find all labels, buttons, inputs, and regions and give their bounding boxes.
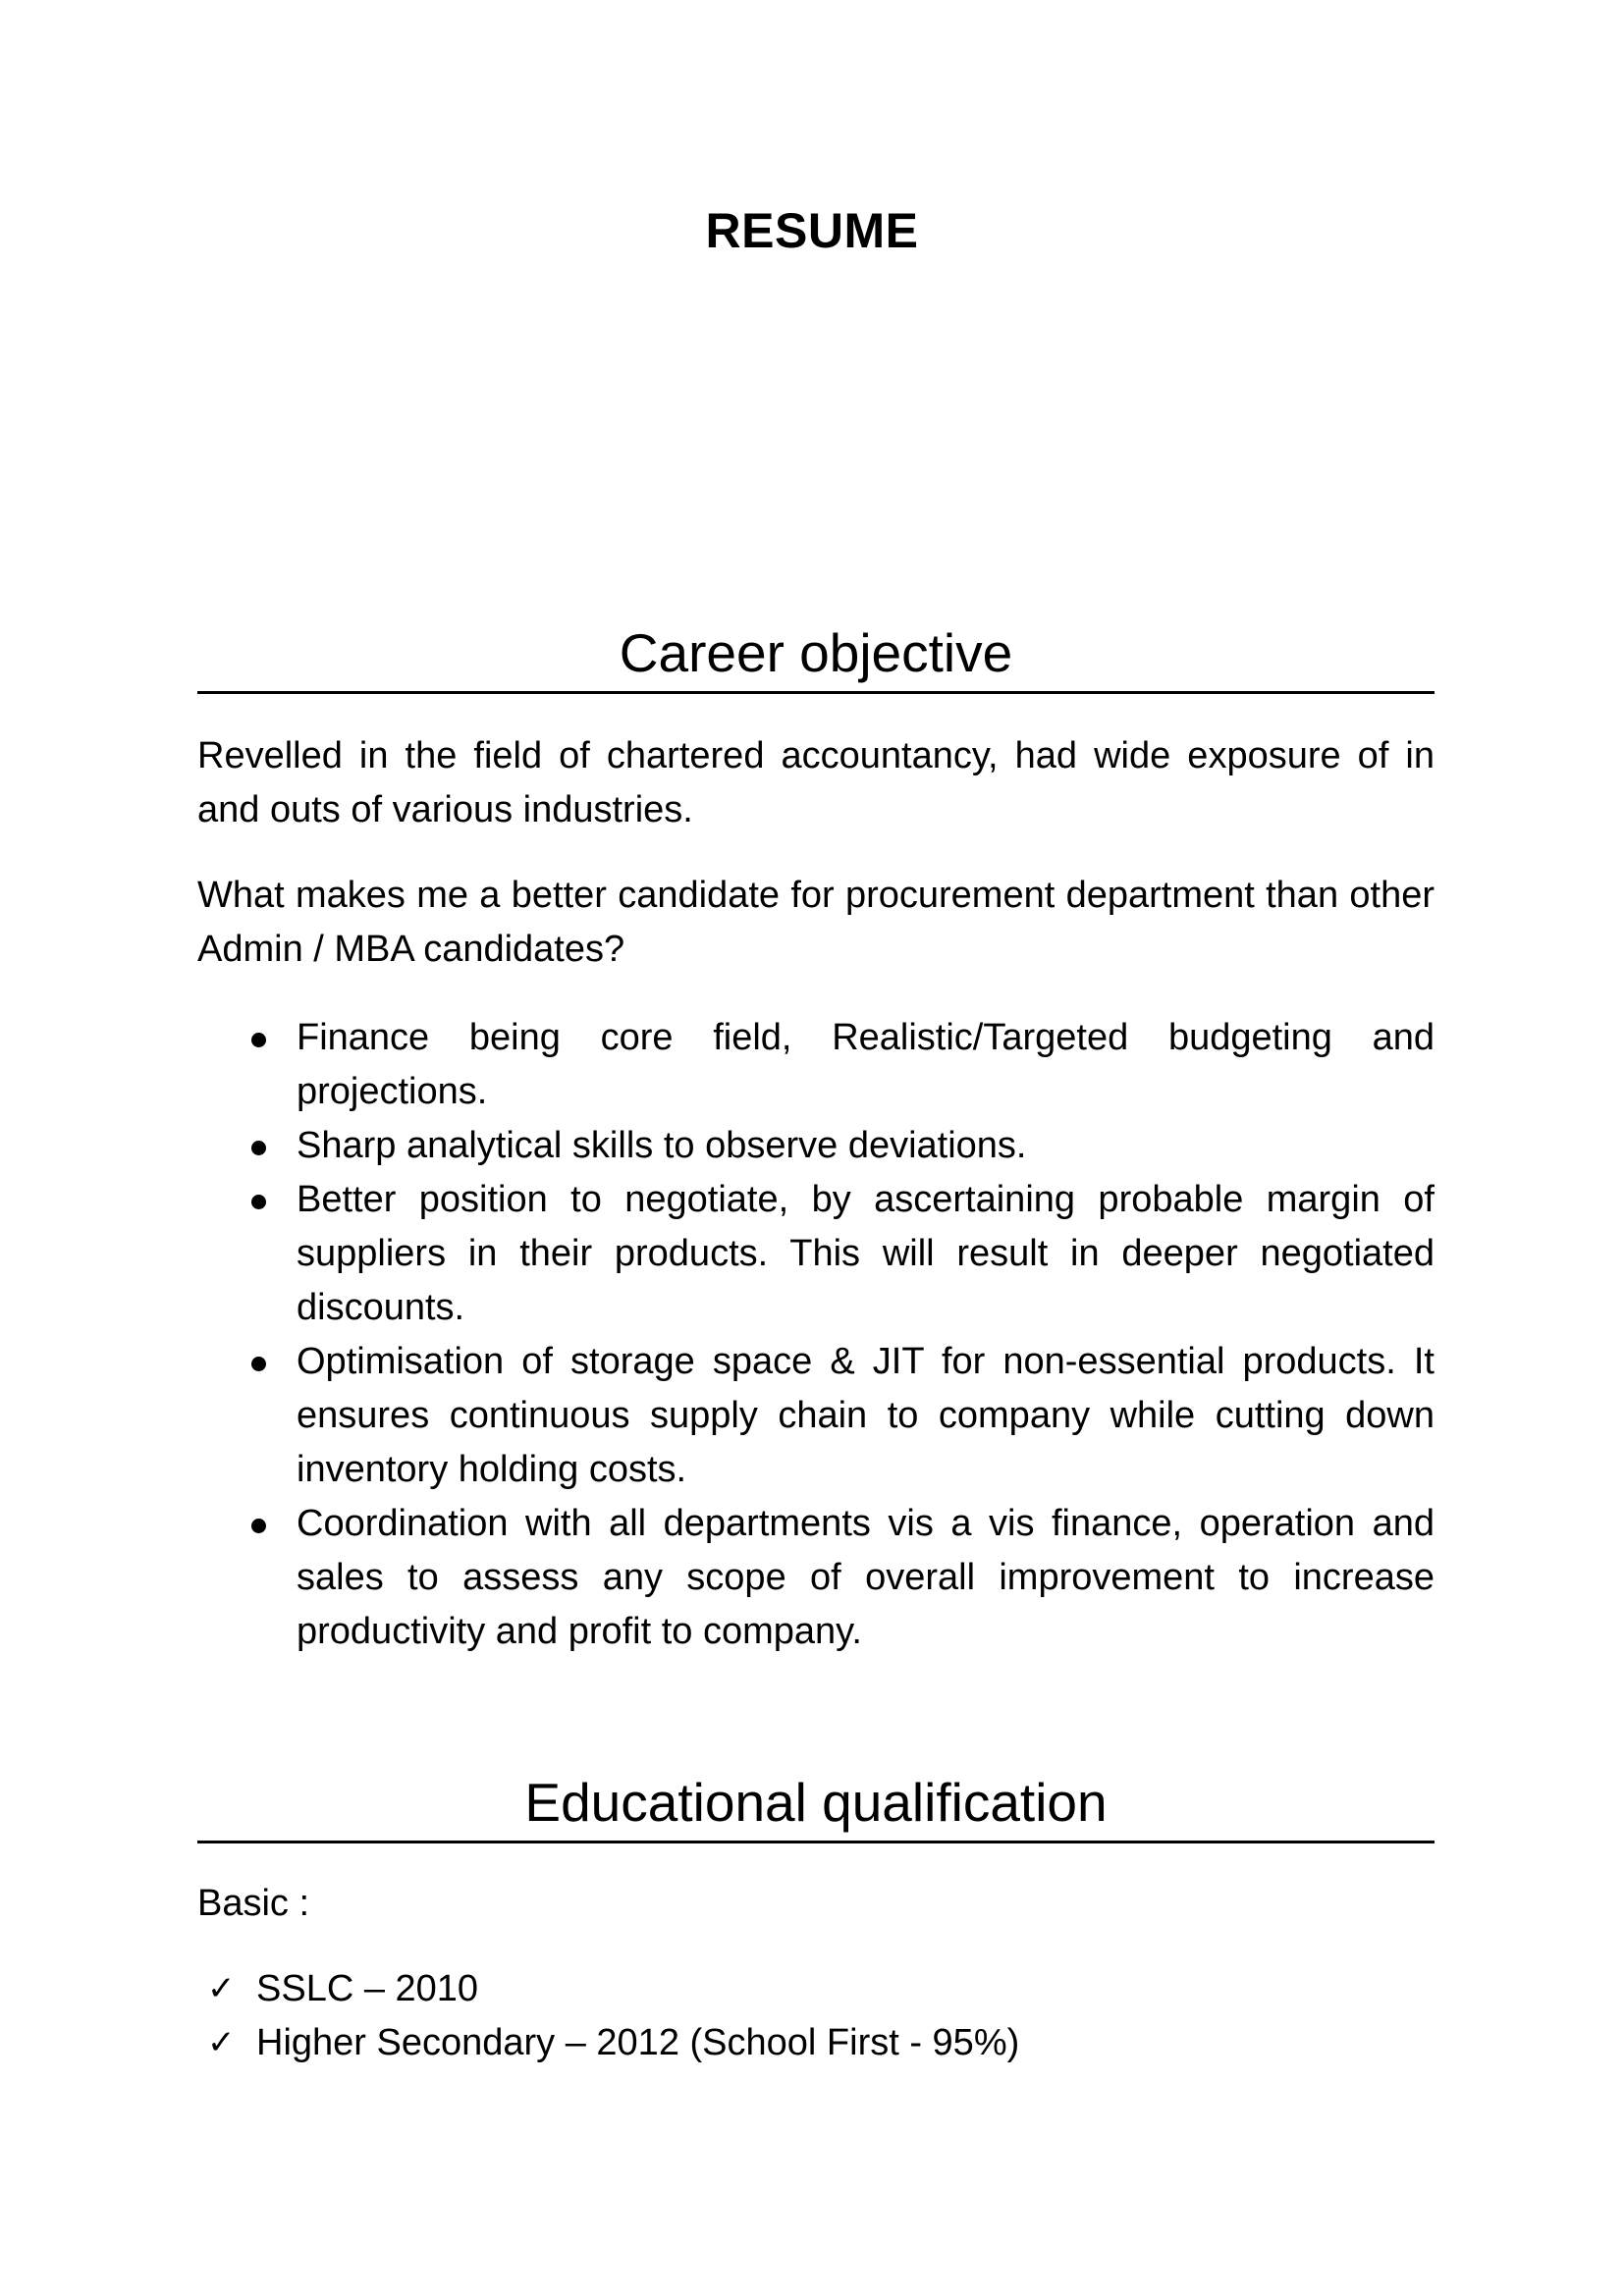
list-item: [197, 1011, 1435, 1119]
career-objective-paragraph: Revelled in the field of chartered accountancy, had wide exposure of in and outs of various industries.: [197, 735, 1435, 830]
list-item: [197, 2016, 1435, 2070]
bullet-icon: [251, 1519, 266, 1533]
bullet-icon: [251, 1195, 266, 1209]
bullet-icon: [251, 1357, 266, 1371]
check-icon: ✓: [207, 1969, 236, 2008]
list-item-text: Higher Secondary – 2012 (School First - 95%): [256, 2022, 1020, 2063]
list-item: [197, 1173, 1435, 1335]
list-item: [197, 1962, 1435, 2016]
document-title: RESUME: [705, 203, 919, 258]
basic-label: Basic :: [197, 1883, 310, 1924]
career-objective-question: What makes me a better candidate for procurement department than other Admin / MBA candidates?: [197, 875, 1435, 970]
list-item-text: Coordination with all departments vis a vis finance, operation and sales to assess any scope of overall improvement to increase productivity and profit to company.: [297, 1503, 1435, 1652]
bullet-icon: [251, 1033, 266, 1047]
section-heading-career-objective: Career objective: [197, 620, 1435, 694]
education-list: [197, 1962, 1435, 2070]
section-heading-educational-qualification: Educational qualification: [197, 1770, 1435, 1843]
bullet-icon: [251, 1141, 266, 1155]
list-item-text: Sharp analytical skills to observe deviations.: [297, 1125, 1027, 1166]
list-item-text: Optimisation of storage space & JIT for non-essential products. It ensures continuous supply chain to company while cutting down inventory holding costs.: [297, 1341, 1435, 1490]
list-item: [197, 1119, 1435, 1173]
strengths-list: [197, 1011, 1435, 1659]
list-item: [197, 1335, 1435, 1497]
list-item-text: Better position to negotiate, by ascertaining probable margin of suppliers in their products. This will result in deeper negotiated discounts.: [297, 1179, 1435, 1328]
check-icon: ✓: [207, 2023, 236, 2062]
list-item-text: Finance being core field, Realistic/Targeted budgeting and projections.: [297, 1017, 1435, 1112]
list-item-text: SSLC – 2010: [256, 1968, 479, 2009]
list-item: [197, 1497, 1435, 1659]
